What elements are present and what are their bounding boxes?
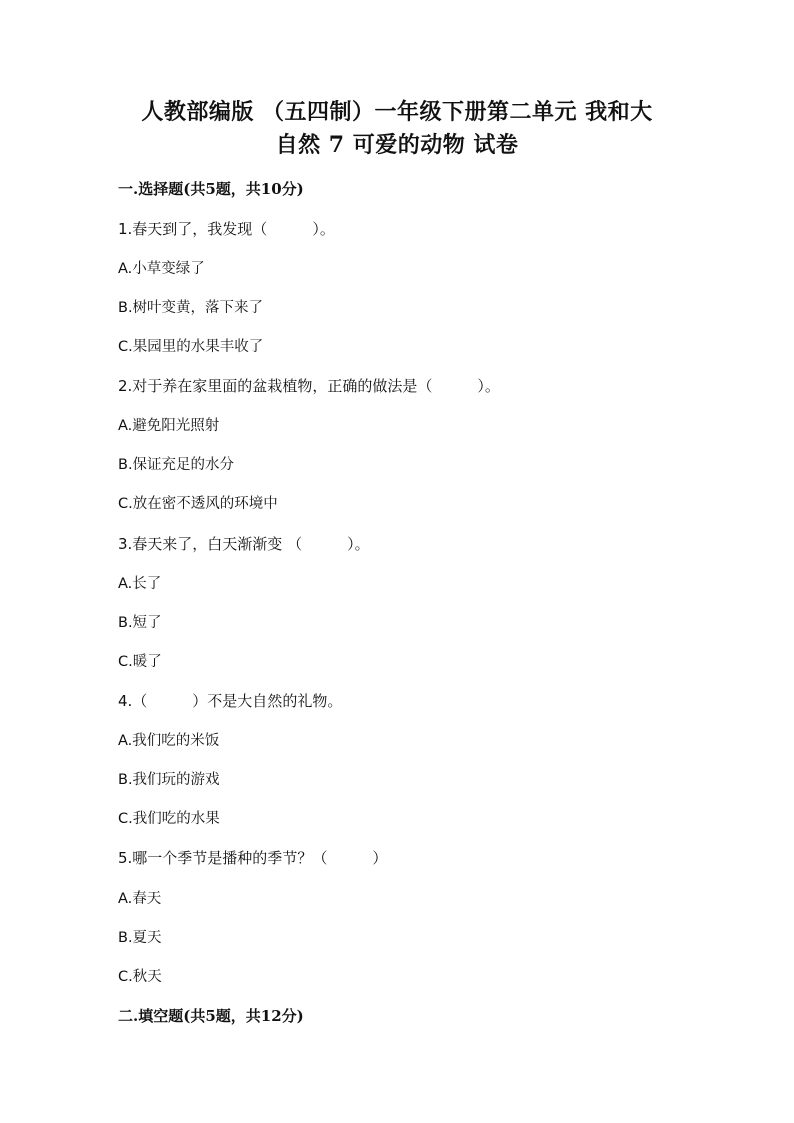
q3-option-b: B.短了 <box>118 615 162 631</box>
q5-option-b: B.夏天 <box>118 930 162 946</box>
question-5: 5.哪一个季节是播种的季节？（ ） <box>118 849 388 867</box>
q5-option-c: C.秋天 <box>118 969 162 985</box>
q2-option-c: C.放在密不透风的环境中 <box>118 496 278 512</box>
section-heading-choice: 一.选择题(共5题，共10分) <box>118 180 304 198</box>
q1-option-c: C.果园里的水果丰收了 <box>118 339 264 355</box>
q1-option-b: B.树叶变黄，落下来了 <box>118 300 264 316</box>
q3-option-a: A.长了 <box>118 576 162 592</box>
q4-option-a: A.我们吃的米饭 <box>118 733 220 749</box>
q2-option-b: B.保证充足的水分 <box>118 457 235 473</box>
question-2: 2.对于养在家里面的盆栽植物，正确的做法是（ ）。 <box>118 377 500 395</box>
title-line-1: 人教部编版 （五四制）一年级下册第二单元 我和大 <box>141 99 653 125</box>
exam-title <box>0 96 794 162</box>
q4-option-c: C.我们吃的水果 <box>118 811 220 827</box>
title-line-2: 自然 7 可爱的动物 试卷 <box>275 132 519 158</box>
q1-option-a: A.小草变绿了 <box>118 261 205 277</box>
q3-option-c: C.暖了 <box>118 654 162 670</box>
q2-option-a: A.避免阳光照射 <box>118 418 220 434</box>
section-heading-fill-blank: 二.填空题(共5题，共12分) <box>118 1007 304 1025</box>
question-1: 1.春天到了，我发现（ ）。 <box>118 220 335 238</box>
q5-option-a: A.春天 <box>118 891 162 907</box>
question-4: 4.（ ）不是大自然的礼物。 <box>118 692 343 710</box>
q4-option-b: B.我们玩的游戏 <box>118 772 220 788</box>
question-3: 3.春天来了，白天渐渐变 （ ）。 <box>118 535 370 553</box>
